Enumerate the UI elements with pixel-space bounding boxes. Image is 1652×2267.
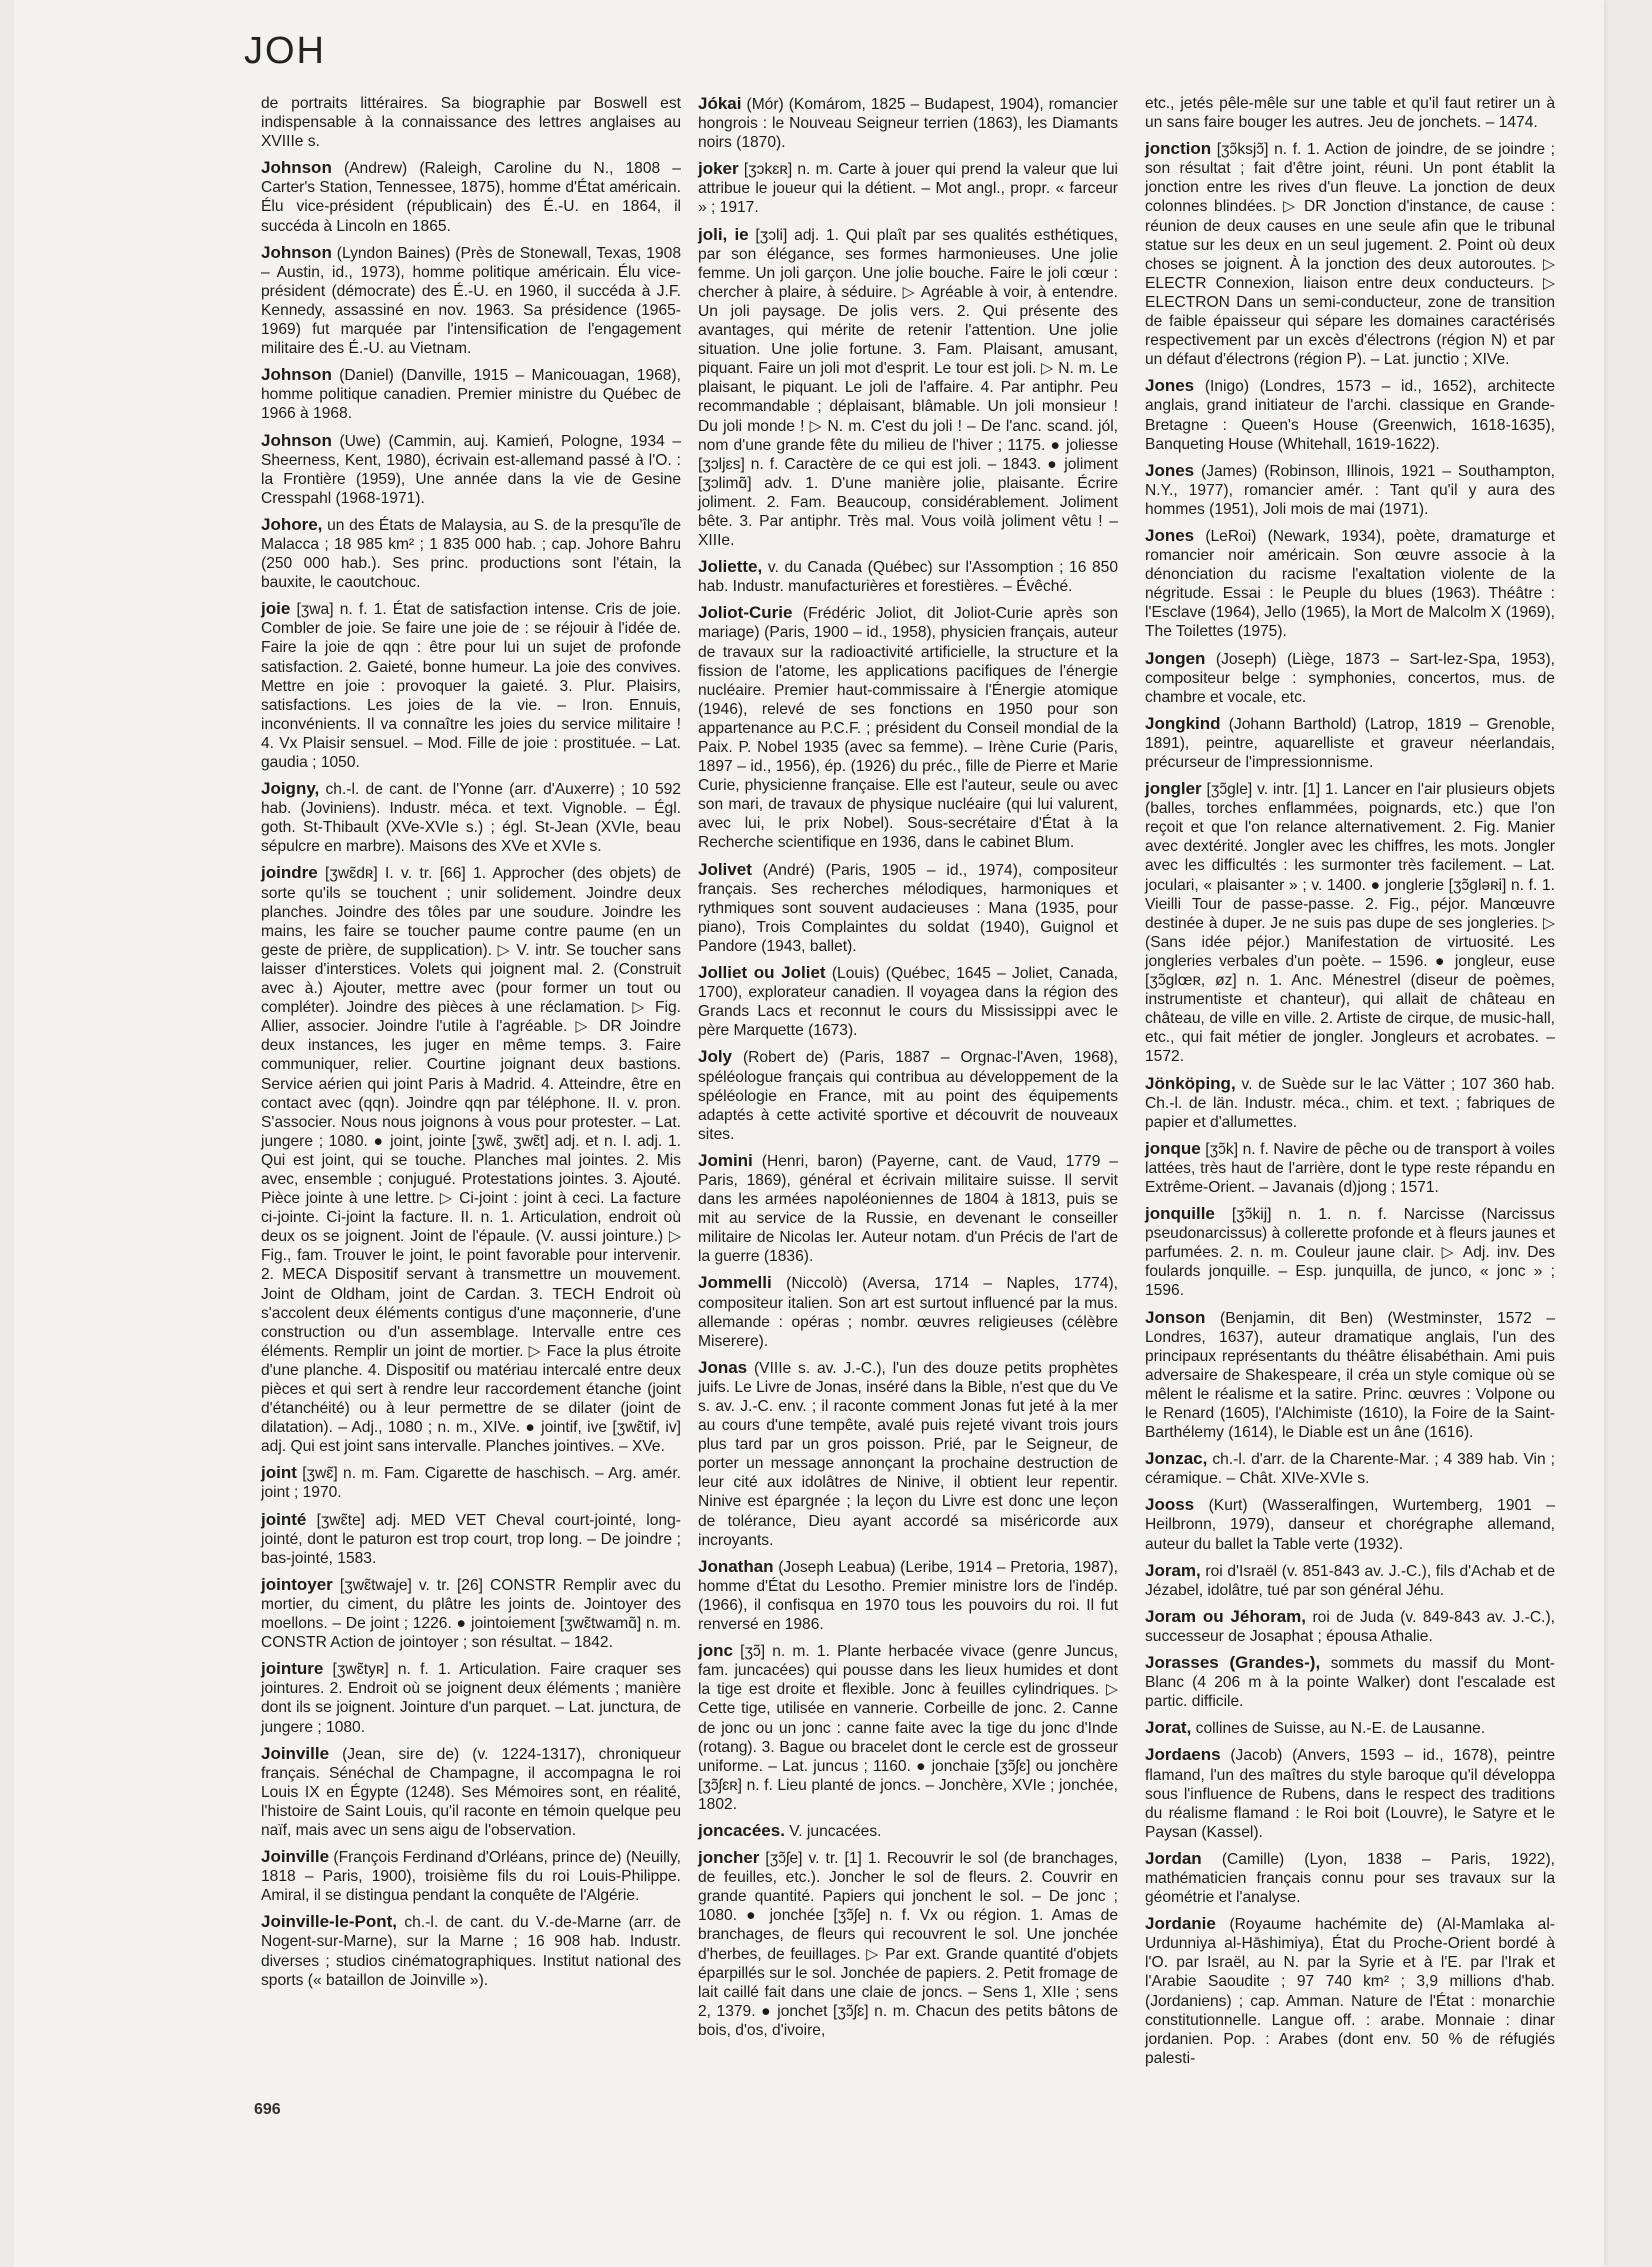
dictionary-entry bbox=[1145, 1745, 1555, 1841]
dictionary-entry bbox=[698, 860, 1118, 956]
entry-definition: de portraits littéraires. Sa biographie par Boswell est indispensable à la connaissance des lettres anglaises au XVIIIe s. bbox=[261, 95, 681, 151]
entry-headword: Jones bbox=[1145, 376, 1195, 396]
entry-definition: (Mór) (Komárom, 1825 – Budapest, 1904), romancier hongrois : le Nouveau Seigneur terrien (1863), les Diamants noirs (1870). bbox=[698, 96, 1118, 152]
entry-definition: (Robert de) (Paris, 1887 – Orgnac-l'Aven, 1968), spéléologue français qui contribua au développement de la spéléologie en France, mit au point des équipements adaptés à cette activité sportive et découvrit de nouveaux sites. bbox=[698, 1049, 1118, 1143]
entry-definition: [ʒwɛ̃dʀ] I. v. tr. [66] 1. Approcher (des objets) de sorte qu'ils se touchent ; unir solidement. Joindre deux planches. Joindre des tôles par une soudure. Joindre les mains, les faire se toucher paume contre paume (en un geste de prière, de supplication). ▷ V. intr. Se toucher sans laisser d'interstices. Volets qui joignent mal. 2. (Construit avec à.) Ajouter, mettre avec (pour former un tout ou compléter). Joindre des pièces à une réclamation. ▷ Fig. Allier, associer. Joindre l'utile à l'agréable. ▷ DR Joindre deux instances, les juger en même temps. 3. Faire communiquer, relier. Courtine joignant deux bastions. Service aérien qui joint Paris à Madrid. 4. Atteindre, être en contact avec (qqn). Joindre qqn par téléphone. II. v. pron. S'associer. Nous nous joignons à vous pour protester. – Lat. jungere ; 1080. ● joint, jointe [ʒwɛ̃, ʒwɛ̃t] adj. et n. I. adj. 1. Qui est joint, qui se touche. Planches mal jointes. 2. Mis avec, ensemble ; conjugué. Protestations jointes. 3. Ajouté. Pièce jointe à une lettre. ▷ Ci-joint : joint à ceci. La facture ci-jointe. Ci-joint la facture. II. n. 1. Articulation, endroit où deux os se joignent. Joint de l'épaule. (V. aussi jointure.) ▷ Fig., fam. Trouver le joint, le point favorable pour intervenir. 2. MECA Dispositif servant à transmettre un mouvement. Joint de Oldham, joint de Cardan. 3. TECH Endroit où s'accolent deux éléments contigus d'une maçonnerie, d'une construction ou d'un assemblage. Intervalle entre ces éléments. Remplir un joint de mortier. ▷ Face la plus étroite d'une planche. 4. Dispositif ou matériau intercalé entre deux pièces et qui sert à rendre leur raccordement étanche (joint d'étanchéité) ou à leur permettre de se dilater (joint de dilatation). – Adj., 1080 ; n. m., XIVe. ● jointif, ive [ʒwɛ̃tif, iv] adj. Qui est joint sans intervalle. Planches jointives. – XVe. bbox=[261, 865, 681, 1456]
entry-definition: (Camille) (Lyon, 1838 – Paris, 1922), mathématicien français connu pour ses travaux sur la géométrie et l'analyse. bbox=[1145, 1850, 1555, 1907]
dictionary-entry bbox=[1145, 649, 1555, 707]
entry-headword: Johnson bbox=[261, 430, 332, 450]
entry-definition: (LeRoi) (Newark, 1934), poète, dramaturge et romancier noir américain. Son œuvre associe à la dénonciation du racisme l'exaltation violente de la négritude. Essai : le Peuple du blues (1963). Théâtre : l'Esclave (1964), Jello (1965), la Mort de Malcolm X (1969), The Toilettes (1975). bbox=[1145, 527, 1555, 641]
entry-definition: collines de Suisse, au N.-E. de Lausanne. bbox=[1195, 1720, 1486, 1738]
entry-definition: ch.-l. de cant. de l'Yonne (arr. d'Auxerre) ; 10 592 hab. (Joviniens). Industr. méca. et text. Vignoble. – Égl. goth. St-Thibault (XVe-XVIe s.) ; égl. St-Jean (XVIe, beau sépulcre en marbre). Maisons des XVe et XVIe s. bbox=[261, 781, 681, 856]
entry-definition: etc., jetés pêle-mêle sur une table et qu'il faut retirer un à un sans faire bouger les autres. Jeu de jonchets. – 1474. bbox=[1145, 95, 1555, 132]
entry-headword: Jommelli bbox=[698, 1273, 772, 1293]
entry-definition: (James) (Robinson, Illinois, 1921 – Southampton, N.Y., 1977), romancier amér. : Tant qu'il y aura des hommes (1951), Joli mois de mai (1971). bbox=[1145, 462, 1555, 518]
entry-definition: (Inigo) (Londres, 1573 – id., 1652), architecte anglais, grand initiateur de l'archi. classique en Grande-Bretagne : Queen's House (Greenwich, 1618-1635), Banqueting House (Whitehall, 1619-1622). bbox=[1145, 378, 1555, 453]
entry-definition: [ʒɔ̃ksjɔ̃] n. f. 1. Action de joindre, de se joindre ; son résultat ; fait d'être joint, réuni. Un pont établit la jonction entre les rives d'un fleuve. La jonction de deux colonnes blindées. ▷ DR Jonction d'instance, de cause : réunion de deux causes en une seule afin que le tribunal statue sur les deux en un seul jugement. 2. Point où deux choses se joignent. À la jonction des deux autoroutes. ▷ ELECTR Connexion, liaison entre deux conducteurs. ▷ ELECTRON Dans un semi-conducteur, zone de transition de faible épaisseur qui sépare les domaines caractérisés respectivement par un excès d'électrons (région N) et par un défaut d'électrons (région P). – Lat. junctio ; XIVe. bbox=[1145, 141, 1555, 369]
entry-headword: jointoyer bbox=[261, 1574, 333, 1594]
entry-headword: Jordan bbox=[1145, 1848, 1202, 1868]
entry-definition: [ʒwɛ̃te] adj. MED VET Cheval court-jointé, long-jointé, dont le paturon est trop court, trop long. – De joindre ; bas-jointé, 1583. bbox=[261, 1511, 681, 1567]
dictionary-entry bbox=[698, 603, 1118, 852]
entry-definition: ch.-l. d'arr. de la Charente-Mar. ; 4 389 hab. Vin ; céramique. – Chât. XIVe-XVIe s. bbox=[1145, 1451, 1555, 1488]
entry-headword: Jordaens bbox=[1145, 1745, 1221, 1765]
entry-definition: (Joseph Leabua) (Leribe, 1914 – Pretoria, 1987), homme d'État du Lesotho. Premier ministre lors de l'indép. (1966), il confisqua en 1970 tous les pouvoirs du roi. Il fut renversé en 1986. bbox=[698, 1558, 1118, 1634]
entry-headword: jonquille bbox=[1145, 1204, 1215, 1224]
entry-definition: [ʒɔkɛʀ] n. m. Carte à jouer qui prend la valeur que lui attribue le joueur qui la détient. – Mot angl., propr. « farceur » ; 1917. bbox=[698, 161, 1119, 217]
dictionary-entry bbox=[1145, 1308, 1555, 1443]
dictionary-entry bbox=[1145, 139, 1555, 369]
dictionary-entry bbox=[698, 94, 1118, 152]
entry-headword: Jolliet ou Joliet bbox=[698, 963, 826, 983]
entry-headword: Jönköping, bbox=[1145, 1073, 1236, 1093]
entry-definition: v. du Canada (Québec) sur l'Assomption ; 16 850 hab. Industr. manufacturières et forestières. – Évêché. bbox=[698, 559, 1118, 596]
entry-headword: Joigny, bbox=[261, 779, 320, 799]
entry-definition: [ʒwɛ̃] n. m. Fam. Cigarette de haschisch. – Arg. amér. joint ; 1970. bbox=[261, 1465, 681, 1502]
dictionary-entry bbox=[261, 1510, 681, 1568]
entry-headword: joker bbox=[698, 159, 739, 179]
entry-definition: (Lyndon Baines) (Près de Stonewall, Texas, 1908 – Austin, id., 1973), homme politique américain. Élu vice-président (démocrate) des É.-U. en 1960, il succéda à J.F. Kennedy, assassiné en nov. 1963. Sa présidence (1965-1969) fut marquée par l'intensification de l'engagement militaire des É.-U. au Vietnam. bbox=[261, 244, 681, 358]
entry-headword: Joram ou Jéhoram, bbox=[1145, 1606, 1307, 1626]
entry-headword: jonque bbox=[1145, 1138, 1201, 1158]
dictionary-entry bbox=[698, 1358, 1118, 1550]
dictionary-entry bbox=[698, 1821, 1118, 1841]
dictionary-entry bbox=[261, 243, 681, 359]
entry-headword: joncher bbox=[698, 1848, 760, 1868]
entry-headword: jonction bbox=[1145, 139, 1212, 159]
entry-headword: Jonson bbox=[1145, 1307, 1206, 1327]
dictionary-entry bbox=[698, 1848, 1118, 2040]
entry-definition: (Jacob) (Anvers, 1593 – id., 1678), peintre flamand, l'un des maîtres du style baroque qu'il développa sous l'influence de Rubens, dans le respect des traditions du réalisme flamand : le Roi boit (Louvre), le Satyre et le Paysan (Kassel). bbox=[1145, 1747, 1555, 1841]
entry-definition: sommets du massif du Mont-Blanc (4 206 m à la pointe Walker) dont l'escalade est partic. difficile. bbox=[1145, 1655, 1555, 1711]
entry-definition: un des États de Malaysia, au S. de la presqu'île de Malacca ; 18 985 km² ; 1 835 000 hab. ; cap. Johore Bahru (250 000 hab.). Ses princ. productions sont l'étain, la bauxite, le caoutchouc. bbox=[261, 516, 681, 592]
entry-headword: Jongen bbox=[1145, 648, 1206, 668]
dictionary-entry bbox=[698, 1641, 1118, 1814]
entry-headword: Jones bbox=[1145, 525, 1195, 545]
dictionary-entry bbox=[261, 431, 681, 508]
entry-definition: (Frédéric Joliot, dit Joliot-Curie après son mariage) (Paris, 1900 – id., 1958), physicien français, auteur de travaux sur la radioactivité artificielle, la structure et la fission de l'atome, les applications pacifiques de l'énergie nucléaire. Premier haut-commissaire à l'Énergie atomique (1946), relevé de ses fonctions en 1950 pour son appartenance au P.C.F. ; président du Conseil mondial de la Paix. P. Nobel 1935 (avec sa femme). – Irène Curie (Paris, 1897 – id., 1956), ép. (1926) du préc., fille de Pierre et Marie Curie, physicienne française. Elle est l'auteur, seule ou avec son mari, de travaux de physique nucléaire (qui lui valurent, avec lui, le prix Nobel). Sous-secrétaire d'État à la Recherche scientifique en 1936, dans le cabinet Blum. bbox=[698, 605, 1118, 852]
entry-headword: Johnson bbox=[261, 365, 332, 385]
entry-definition: [ʒɔ̃ʃe] v. tr. [1] 1. Recouvrir le sol (de branchages, de feuilles, etc.). Joncher le sol de fleurs. 2. Couvrir en grande quantité. Papiers qui jonchent le sol. – De jonc ; 1080. ● jonchée [ʒɔ̃ʃe] n. f. Vx ou région. 1. Amas de branchages, de fleurs qui recouvrent le sol. Une jonchée d'herbes, de feuillages. ▷ Par ext. Grande quantité d'objets éparpillés sur le sol. Jonchée de papiers. 2. Petit fromage de lait caillé fait dans une claie de joncs. – Sens 1, XIIe ; sens 2, 1379. ● jonchet [ʒɔ̃ʃɛ] n. m. Chacun des petits bâtons de bois, d'os, d'ivoire, bbox=[698, 1850, 1118, 2039]
dictionary-entry bbox=[1145, 714, 1555, 772]
entry-headword: joli, ie bbox=[698, 224, 749, 244]
dictionary-entry bbox=[698, 1047, 1118, 1143]
entry-definition: roi d'Israël (v. 851-843 av. J.-C.), fils d'Achab et de Jézabel, idolâtre, tué par son général Jéhu. bbox=[1145, 1562, 1555, 1599]
dictionary-entry bbox=[261, 515, 681, 592]
dictionary-entry bbox=[1145, 461, 1555, 519]
entry-headword: jonc bbox=[698, 1641, 733, 1661]
dictionary-entry bbox=[261, 158, 681, 235]
dictionary-page bbox=[14, 0, 1604, 2267]
dictionary-entry bbox=[1145, 1718, 1555, 1738]
entry-definition: (Jean, sire de) (v. 1224-1317), chroniqueur français. Sénéchal de Champagne, il accompagna le roi Louis IX en Égypte (1248). Ses Mémoires sont, en réalité, l'histoire de Saint Louis, qu'il raconte en témoin quelque peu naïf, mais avec un sens aigu de l'observation. bbox=[261, 1745, 681, 1839]
entry-headword: Jonathan bbox=[698, 1556, 774, 1576]
entry-definition: [ʒwɛ̃twaje] v. tr. [26] CONSTR Remplir avec du mortier, du ciment, du plâtre les joints de. Jointoyer des moellons. – De joint ; 1226. ● jointoiement [ʒwɛ̃twamɑ̃] n. m. CONSTR Action de jointoyer ; son résultat. – 1842. bbox=[261, 1576, 681, 1652]
entry-definition: [ʒwa] n. f. 1. État de satisfaction intense. Cris de joie. Combler de joie. Se faire une joie de : se réjouir à l'idée de. Faire la joie de qqn : être pour lui un sujet de profonde satisfaction. 2. Gaieté, bonne humeur. La joie des convives. Mettre en joie : provoquer la gaieté. 3. Plur. Plaisirs, satisfactions. Les joies de la vie. – Iron. Ennuis, inconvénients. Il va connaître les joies du service militaire ! 4. Vx Plaisir sensuel. – Mod. Fille de joie : prostituée. – Lat. gaudia ; 1050. bbox=[261, 601, 682, 771]
entry-headword: Jorasses (Grandes-), bbox=[1145, 1653, 1321, 1673]
entry-headword: Jorat, bbox=[1145, 1718, 1192, 1738]
dictionary-entry bbox=[261, 779, 681, 856]
entry-headword: Joinville bbox=[261, 1847, 330, 1867]
entry-headword: Jolivet bbox=[698, 859, 752, 879]
entry-headword: jointure bbox=[261, 1659, 324, 1679]
entry-definition: [ʒɔli] adj. 1. Qui plaît par ses qualités esthétiques, par son élégance, ses formes harmonieuses. Une jolie femme. Un joli garçon. Une jolie bouche. Faire le joli cœur : chercher à plaire, à séduire. ▷ Agréable à voir, à entendre. Un joli paysage. De jolis vers. 2. Qui présente des avantages, qui mérite de retenir l'attention. Une jolie situation. Une jolie fortune. 3. Fam. Plaisant, amusant, piquant. Faire un joli mot d'esprit. Le tour est joli. ▷ N. m. Le plaisant, le piquant. Le joli de l'affaire. 4. Par antiphr. Peu recommandable ; déplaisant, blâmable. Un joli monsieur ! Du joli monde ! ▷ N. m. C'est du joli ! – De l'anc. scand. jól, nom d'une grande fête du milieu de l'hiver ; 1175. ● joliesse [ʒɔljɛs] n. f. Caractère de ce qui est joli. – 1843. ● joliment [ʒɔlimɑ̃] adv. 1. D'une manière jolie, plaisante. Écrire joliment. 2. Fam. Beaucoup, considérablement. Joliment bête. 3. Par antiphr. Très mal. Vous voilà joliment vêtu ! – XIIIe. bbox=[698, 226, 1118, 550]
entry-definition: [ʒɔ̃k] n. f. Navire de pêche ou de transport à voiles lattées, très haut de l'arrière, dont le type reste répandu en Extrême-Orient. – Javanais (d)jong ; 1571. bbox=[1145, 1140, 1555, 1196]
entry-headword: joncacées. bbox=[698, 1820, 785, 1840]
dictionary-entry bbox=[698, 963, 1118, 1040]
entry-headword: Joinville bbox=[261, 1743, 330, 1763]
entry-definition: v. de Suède sur le lac Vätter ; 107 360 hab. Ch.-l. de län. Industr. méca., chim. et text. ; fabriques de papier et d'allumettes. bbox=[1145, 1075, 1555, 1131]
dictionary-entry bbox=[1145, 1204, 1555, 1300]
entry-headword: Joliot-Curie bbox=[698, 603, 793, 623]
dictionary-entry bbox=[1145, 779, 1555, 1066]
entry-definition: (Johann Barthold) (Latrop, 1819 – Grenoble, 1891), peintre, aquarelliste et graveur néerlandais, précurseur de l'impressionnisme. bbox=[1145, 715, 1555, 771]
entry-definition: (Kurt) (Wasseralfingen, Wurtemberg, 1901 – Heilbronn, 1979), danseur et chorégraphe allemand, auteur du ballet la Table verte (1932). bbox=[1145, 1497, 1555, 1553]
dictionary-entry bbox=[1145, 1849, 1555, 1907]
dictionary-entry bbox=[698, 1273, 1118, 1350]
entry-definition: ch.-l. de cant. du V.-de-Marne (arr. de Nogent-sur-Marne), sur la Marne ; 16 908 hab. Industr. diverses ; studios cinématographiques. Institut national des sports (« bataillon de Joinville »). bbox=[261, 1914, 681, 1989]
entry-headword: Johore, bbox=[261, 514, 323, 534]
dictionary-entry bbox=[1145, 94, 1555, 132]
dictionary-entry bbox=[261, 1659, 681, 1736]
entry-definition: (Daniel) (Danville, 1915 – Manicouagan, 1968), homme politique canadien. Premier ministre du Québec de 1966 à 1968. bbox=[261, 367, 681, 423]
running-head: JOH bbox=[244, 30, 326, 72]
dictionary-entry bbox=[1145, 1607, 1555, 1646]
entry-headword: Johnson bbox=[261, 242, 332, 262]
entry-definition: (Benjamin, dit Ben) (Westminster, 1572 – Londres, 1637), auteur dramatique anglais, l'un des principaux représentants du théâtre élisabéthain. Ami puis adversaire de Shakespeare, il créa un style comique où se mêlent le réalisme et la satire. Princ. œuvres : Volpone ou le Renard (1605), l'Alchimiste (1610), la Foire de la Saint-Barthélemy (1614), le Diable est un âne (1616). bbox=[1145, 1309, 1555, 1442]
dictionary-entry bbox=[261, 599, 681, 772]
entry-definition: (André) (Paris, 1905 – id., 1974), compositeur français. Ses recherches mélodiques, harmoniques et rythmiques sont souvent audacieuses : Mana (1935, pour piano), Trois Complaintes du soldat (1940), Guignol et Pandore (1943, ballet). bbox=[698, 861, 1118, 955]
entry-definition: (Joseph) (Liège, 1873 – Sart-lez-Spa, 1953), compositeur belge : symphonies, concertos, mus. de chambre et vocale, etc. bbox=[1145, 650, 1555, 706]
entry-definition: [ʒɔ̃kij] n. 1. n. f. Narcisse (Narcissus pseudonarcissus) à collerette profonde et à fleurs jaunes et parfumées. 2. n. m. Couleur jaune clair. ▷ Adj. inv. Des foulards jonquille. – Esp. junquilla, de junco, « jonc » ; 1596. bbox=[1145, 1206, 1555, 1300]
dictionary-entry bbox=[1145, 376, 1555, 453]
dictionary-entry bbox=[1145, 1449, 1555, 1488]
entry-headword: Jooss bbox=[1145, 1495, 1195, 1515]
entry-definition: (Royaume hachémite de) (Al-Mamlaka al-Urdunniya al-Hāshimiya), État du Proche-Orient bordé à l'O. par Israël, au N. par la Syrie et à l'E. par l'Irak et l'Arabie Saoudite ; 97 740 km² ; 3,9 millions d'hab. (Jordaniens) ; cap. Amman. Nature de l'État : monarchie constitutionnelle. Langue off. : arabe. Monnaie : dinar jordanien. Pop. : Arabes (dont env. 50 % de réfugiés palesti- bbox=[1145, 1916, 1555, 2067]
entry-definition: (Niccolò) (Aversa, 1714 – Naples, 1774), compositeur italien. Son art est surtout influencé par la mus. allemande : opéras ; nombr. œuvres religieuses (célèbre Miserere). bbox=[698, 1275, 1118, 1350]
entry-headword: Jonzac, bbox=[1145, 1449, 1208, 1469]
column-right bbox=[1145, 94, 1555, 2075]
entry-headword: Jordanie bbox=[1145, 1914, 1216, 1934]
entry-headword: Joram, bbox=[1145, 1560, 1201, 1580]
entry-headword: joie bbox=[261, 599, 291, 619]
entry-definition: (VIIIe s. av. J.-C.), l'un des douze petits prophètes juifs. Le Livre de Jonas, inséré dans la Bible, n'est que du Ve s. av. J.-C. env. ; il raconte comment Jonas fut jeté à la mer au cours d'une tempête, avalé puis rejeté vivant trois jours plus tard par un gros poisson. Prié, par le Seigneur, de porter un message annonçant la prochaine destruction de leur cité aux idolâtres de Ninive, il obtient leur repentir. Ninive est épargnée ; la leçon du Livre est donc une leçon de tolérance, Dieu ayant accordé sa miséricorde aux incroyants. bbox=[698, 1359, 1118, 1549]
dictionary-entry bbox=[261, 1744, 681, 1840]
entry-headword: jointé bbox=[261, 1509, 307, 1529]
entry-headword: Jonas bbox=[698, 1357, 748, 1377]
entry-headword: Jókai bbox=[698, 94, 742, 113]
entry-headword: Jomini bbox=[698, 1150, 753, 1170]
entry-headword: joindre bbox=[261, 863, 318, 883]
entry-definition: (Andrew) (Raleigh, Caroline du N., 1808 – Carter's Station, Tennessee, 1875), homme d'État américain. Élu vice-président (républicain) des É.-U. en 1864, il succéda à Lincoln en 1865. bbox=[261, 160, 681, 235]
dictionary-entry bbox=[261, 863, 681, 1456]
entry-headword: joint bbox=[261, 1463, 297, 1483]
entry-headword: Johnson bbox=[261, 158, 332, 178]
dictionary-entry bbox=[698, 557, 1118, 596]
dictionary-entry bbox=[1145, 1653, 1555, 1711]
dictionary-entry bbox=[1145, 526, 1555, 642]
entry-definition: (Henri, baron) (Payerne, cant. de Vaud, 1779 – Paris, 1869), général et écrivain militaire suisse. Il servit dans les armées napoléoniennes de 1804 à 1813, puis se mit au service de la Russie, en devenant le conseiller militaire de Nicolas Ier. Auteur notam. d'un Précis de l'art de la guerre (1836). bbox=[698, 1152, 1118, 1266]
dictionary-entry bbox=[1145, 1074, 1555, 1132]
dictionary-entry bbox=[261, 1912, 681, 1989]
entry-definition: (Uwe) (Cammin, auj. Kamień, Pologne, 1934 – Sheerness, Kent, 1980), écrivain est-allemand passé à l'O. : la Frontière (1959), Une année dans la vie de Gesine Cresspahl (1968-1971). bbox=[261, 432, 681, 507]
entry-definition: [ʒwɛ̃tyʀ] n. f. 1. Articulation. Faire craquer ses jointures. 2. Endroit où se joignent deux éléments ; manière dont ils se joignent. Jointure d'un parquet. – Lat. junctura, de jungere ; 1080. bbox=[261, 1661, 681, 1736]
page-number: 696 bbox=[254, 2101, 281, 2118]
dictionary-entry bbox=[261, 1463, 681, 1502]
entry-headword: Jones bbox=[1145, 460, 1195, 480]
dictionary-entry bbox=[1145, 1139, 1555, 1197]
dictionary-entry bbox=[261, 1847, 681, 1905]
dictionary-entry bbox=[698, 225, 1118, 551]
column-middle bbox=[698, 94, 1118, 2047]
dictionary-entry bbox=[698, 1151, 1118, 1267]
dictionary-entry bbox=[1145, 1561, 1555, 1600]
dictionary-entry bbox=[1145, 1495, 1555, 1553]
entry-definition: V. juncacées. bbox=[789, 1822, 882, 1840]
dictionary-entry bbox=[261, 94, 681, 151]
entry-headword: Joliette, bbox=[698, 557, 763, 577]
entry-headword: jongler bbox=[1145, 779, 1202, 799]
dictionary-entry bbox=[261, 1575, 681, 1652]
dictionary-entry bbox=[698, 1557, 1118, 1634]
entry-headword: Joinville-le-Pont, bbox=[261, 1912, 398, 1932]
entry-definition: roi de Juda (v. 849-843 av. J.-C.), successeur de Josaphat ; épousa Athalie. bbox=[1145, 1608, 1556, 1645]
entry-definition: (François Ferdinand d'Orléans, prince de) (Neuilly, 1818 – Paris, 1900), troisième fils du roi Louis-Philippe. Amiral, il se distingua pendant la conquête de l'Algérie. bbox=[261, 1849, 681, 1905]
dictionary-entry bbox=[261, 365, 681, 423]
entry-definition: [ʒɔ̃] n. m. 1. Plante herbacée vivace (genre Juncus, fam. juncacées) qui pousse dans les lieux humides et dont la tige est droite et flexible. Jonc à feuilles cylindriques. ▷ Cette tige, utilisée en vannerie. Corbeille de jonc. 2. Canne de jonc ou un jonc : canne faite avec la tige du jonc d'Inde (rotang). 3. Bague ou bracelet dont le cercle est de grosseur uniforme. – Lat. juncus ; 1160. ● jonchaie [ʒɔ̃ʃɛ] ou jonchère [ʒɔ̃ʃɛʀ] n. f. Lieu planté de joncs. – Jonchère, XVIe ; jonchée, 1802. bbox=[698, 1643, 1118, 1813]
column-left bbox=[261, 94, 681, 1997]
entry-headword: Joly bbox=[698, 1047, 733, 1067]
entry-headword: Jongkind bbox=[1145, 713, 1221, 733]
entry-definition: (Louis) (Québec, 1645 – Joliet, Canada, 1700), explorateur canadien. Il voyagea dans la région des Grands Lacs et reconnut le cours du Mississippi avec le père Marquette (1673). bbox=[698, 965, 1118, 1040]
dictionary-entry bbox=[1145, 1914, 1555, 2068]
dictionary-entry bbox=[698, 159, 1118, 217]
entry-definition: [ʒɔ̃gle] v. intr. [1] 1. Lancer en l'air plusieurs objets (balles, torches enflammées, poignards, etc.) que l'on reçoit et que l'on relance alternativement. 2. Fig. Manier avec dextérité. Jongler avec les chiffres, les mots. Jongler avec les difficultés : les surmonter très facilement. – Lat. joculari, « plaisanter » ; v. 1400. ● jonglerie [ʒɔ̃gləʀi] n. f. 1. Vieilli Tour de passe-passe. 2. Fig., péjor. Manœuvre destinée à duper. Je ne suis pas dupe de ses jongleries. ▷ (Sans idée péjor.) Manifestation de virtuosité. Les jongleries verbales d'un poète. – 1596. ● jongleur, euse [ʒɔ̃glœʀ, øz] n. 1. Anc. Ménestrel (diseur de poèmes, instrumentiste et chanteur), qui allait de château en château, de ville en ville. 2. Artiste de cirque, de music-hall, etc., qui fait métier de jongler. Jongleurs et acrobates. – 1572. bbox=[1145, 781, 1555, 1066]
